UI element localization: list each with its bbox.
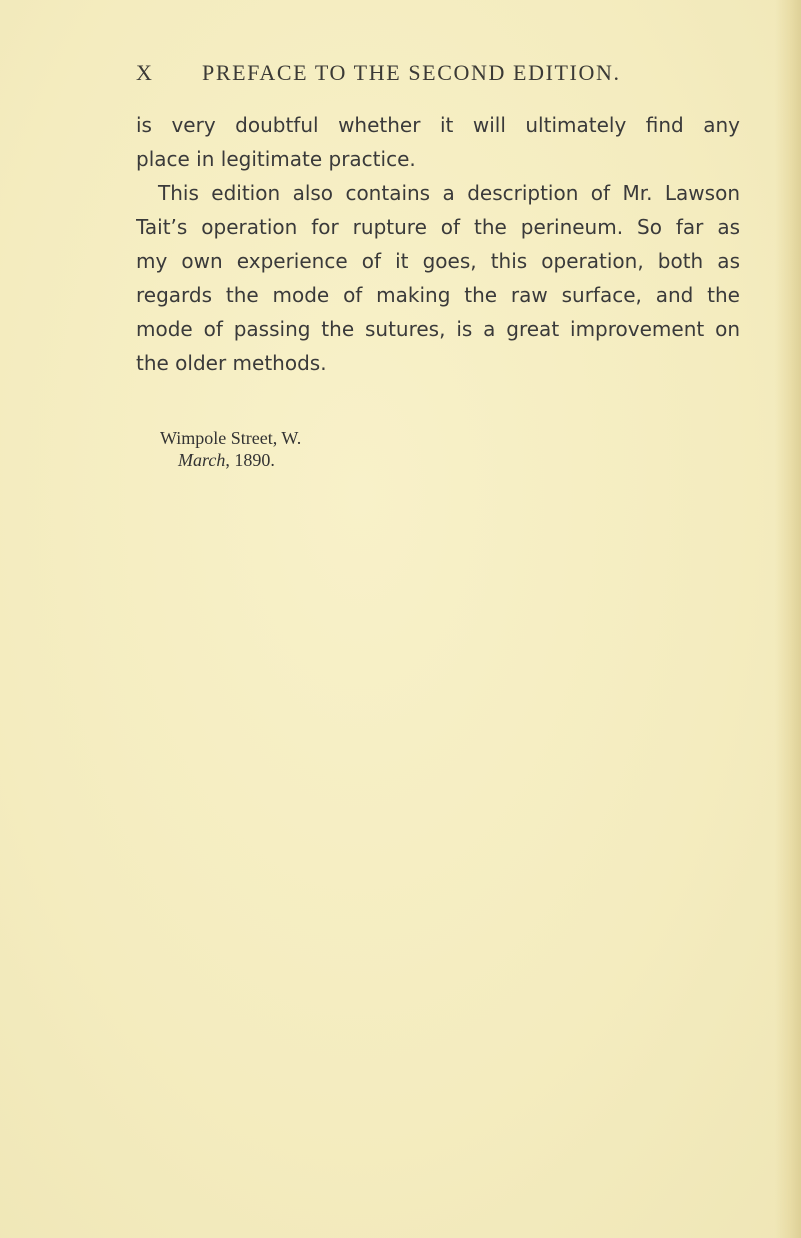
running-title: PREFACE TO THE SECOND EDITION. [202,60,621,85]
text-line: my own experience of it goes, this operation, both as [136,249,740,273]
signature-year: , 1890. [225,450,275,470]
text-line: regards the mode of making the raw surface, and the [136,283,740,307]
text-line: is very doubtful whether it will ultimately find any [136,113,740,137]
text-line: Tait’s operation for rupture of the perineum. So far as [136,215,740,239]
running-header [136,60,656,86]
signature-block [160,427,301,471]
text-line: This edition also contains a description of Mr. Lawson [158,181,740,205]
text-line: the older methods. [136,351,327,375]
signature-month: March [178,450,226,470]
body-text [136,108,740,380]
paragraph [136,176,740,380]
signature-place: Wimpole Street, W. [160,428,302,448]
signature-date [160,449,301,471]
page-folio: X [136,60,154,85]
paragraph-continued [136,108,740,176]
text-line: mode of passing the sutures, is a great improvement on [136,317,740,341]
page-edge-shadow [775,0,801,1238]
text-line: place in legitimate practice. [136,147,416,171]
